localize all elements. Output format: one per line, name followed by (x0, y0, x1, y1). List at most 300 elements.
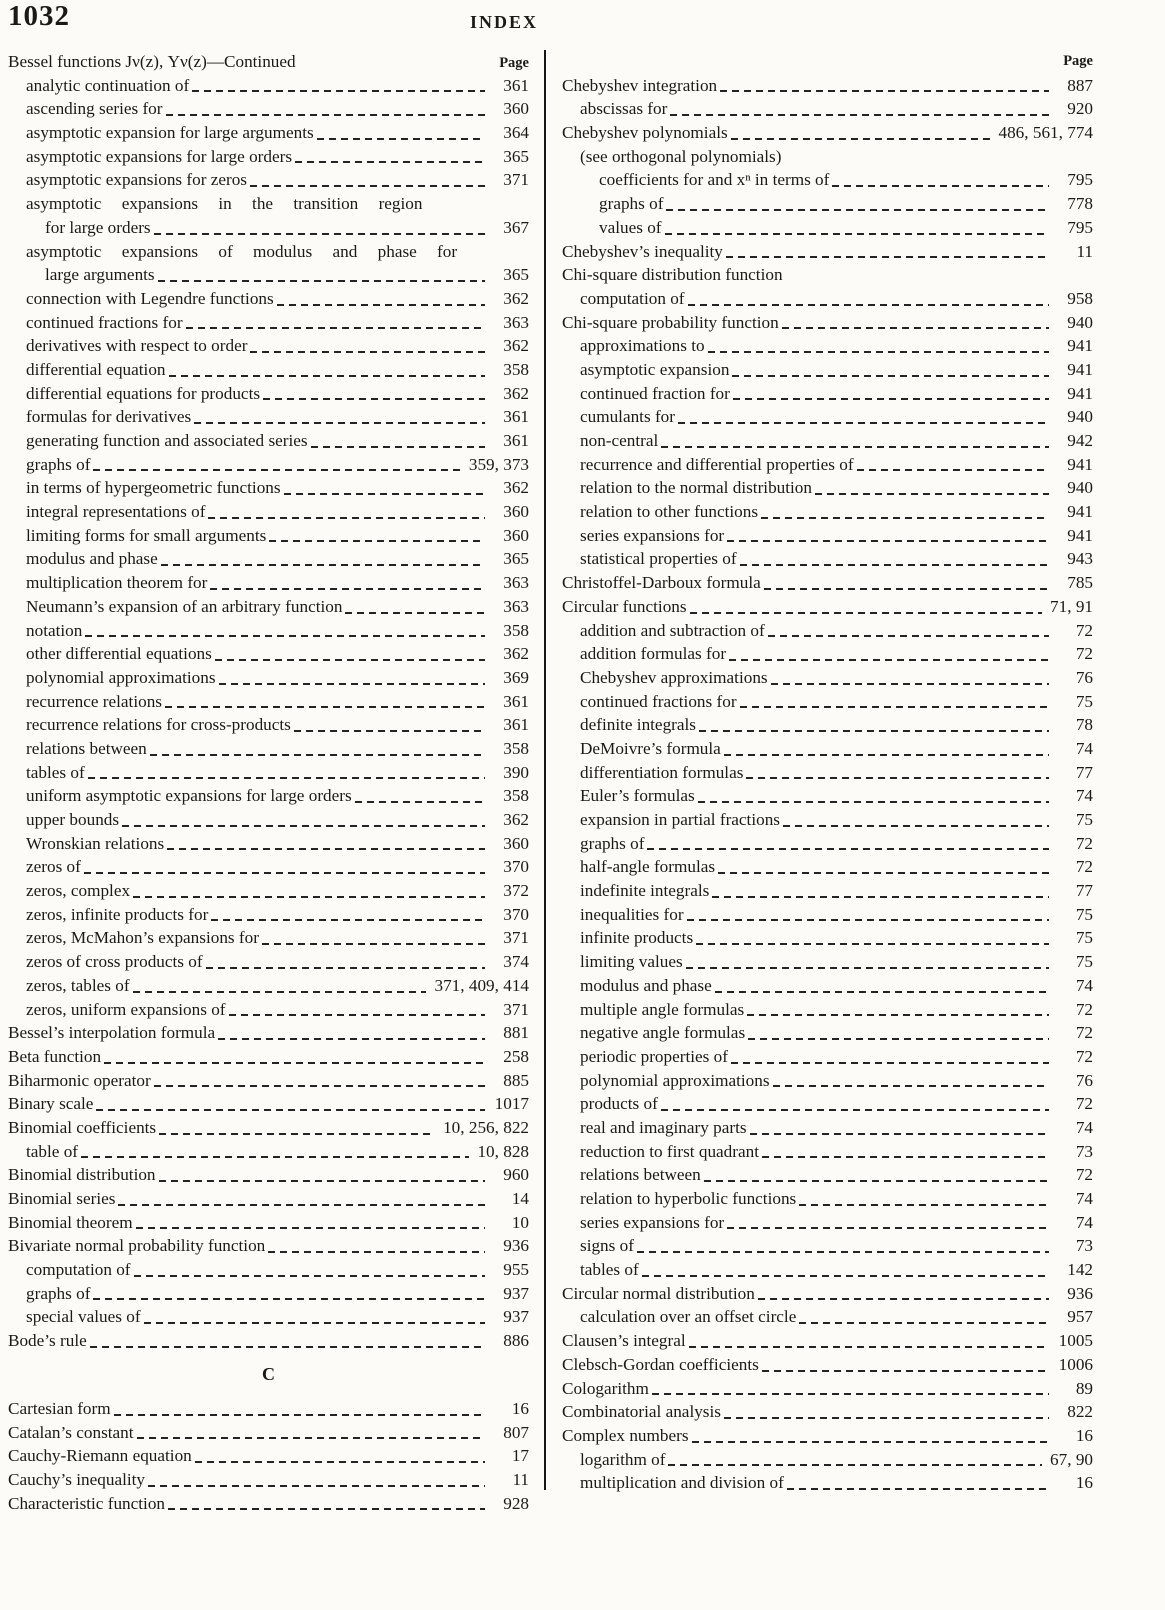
entry-label: computation of (26, 1260, 131, 1280)
dot-leader (661, 1092, 1049, 1116)
entry-page-number: 486, 561, 774 (998, 123, 1093, 143)
dot-leader (698, 784, 1049, 808)
index-entry (8, 240, 529, 264)
index-entry (562, 192, 1093, 216)
entry-page-number: 941 (1067, 383, 1093, 403)
dot-leader (229, 998, 485, 1022)
entry-page-number: 360 (503, 833, 529, 853)
dot-leader (269, 524, 485, 548)
entry-label: upper bounds (26, 810, 120, 829)
entry-page-number: 362 (503, 288, 529, 308)
entry-label: periodic properties of (580, 1046, 728, 1066)
index-entry (8, 287, 529, 311)
entry-label: signs of (580, 1236, 634, 1256)
dot-leader (783, 808, 1049, 832)
entry-label: Cartesian form (8, 1398, 111, 1418)
index-entry (8, 855, 529, 879)
entry-label: series expansions for (580, 525, 725, 545)
dot-leader (690, 595, 1042, 619)
entry-label: Biharmonic operator (8, 1070, 151, 1090)
entry-page-number: 1006 (1058, 1354, 1093, 1374)
index-entry (8, 263, 529, 287)
entry-page-number: 73 (1075, 1236, 1093, 1256)
index-entry (8, 571, 529, 595)
index-entry (8, 405, 529, 429)
entry-page-number: 369 (503, 667, 529, 687)
dot-leader (732, 358, 1049, 382)
entry-page-number: 72 (1075, 1094, 1093, 1114)
right-column-header-row (562, 50, 1093, 74)
index-entry (562, 429, 1093, 453)
dot-leader (799, 1187, 1049, 1211)
index-entry (562, 737, 1093, 761)
dot-leader (704, 1163, 1049, 1187)
entry-page-number: 74 (1075, 1212, 1093, 1232)
entry-label: in terms of hypergeometric functions (26, 478, 281, 498)
index-entry (562, 642, 1093, 666)
index-entry (8, 358, 529, 382)
dot-leader (133, 974, 427, 998)
index-entry (8, 1045, 529, 1069)
entry-page-number: 361 (503, 715, 529, 735)
entry-label: differential equations for products (26, 383, 261, 403)
entry-page-number: 943 (1067, 549, 1093, 569)
dot-leader (263, 382, 485, 406)
entry-label: tables of (580, 1260, 639, 1280)
entry-label: connection with Legendre functions (26, 288, 274, 308)
entry-page-number: 374 (503, 952, 529, 972)
entry-label: Catalan’s constant (8, 1422, 134, 1442)
index-entry (562, 1069, 1093, 1093)
entry-page-number: 881 (503, 1023, 529, 1043)
dot-leader (748, 1021, 1049, 1045)
entry-label: zeros, infinite products for (26, 904, 209, 924)
index-entry (8, 453, 529, 477)
entry-label: asymptotic expansions for large orders (26, 146, 293, 166)
index-entry (562, 1305, 1093, 1329)
entry-label: recurrence and differential properties of (580, 454, 854, 474)
entry-label: continued fractions for (580, 691, 737, 711)
dot-leader (154, 216, 485, 240)
dot-leader (720, 74, 1049, 98)
section-heading (8, 1353, 529, 1397)
index-entry (562, 547, 1093, 571)
entry-page-number: 78 (1075, 715, 1093, 735)
entry-page-number: 365 (503, 265, 529, 285)
index-entry (562, 950, 1093, 974)
index-entry (562, 808, 1093, 832)
entry-label: coefficients for and xⁿ in terms of (599, 170, 830, 190)
entry-label: special values of (26, 1307, 141, 1327)
entry-label: derivatives with respect to order (26, 336, 248, 356)
index-entry (8, 1468, 529, 1492)
entry-label: tables of (26, 762, 85, 782)
index-entry (562, 926, 1093, 950)
dot-leader (670, 97, 1049, 121)
dot-leader (692, 1424, 1049, 1448)
entry-label: Binomial theorem (8, 1212, 133, 1232)
dot-leader (150, 737, 485, 761)
dot-leader (311, 429, 485, 453)
entry-page-number: 362 (503, 478, 529, 498)
index-entry (8, 145, 529, 169)
dot-leader (262, 926, 485, 950)
entry-label: products of (580, 1094, 658, 1114)
entry-page-number: 361 (503, 75, 529, 95)
index-entry (562, 784, 1093, 808)
entry-page-number: 358 (503, 738, 529, 758)
index-entry (8, 476, 529, 500)
entry-page-number: 920 (1067, 99, 1093, 119)
dot-leader (708, 334, 1049, 358)
index-entry (8, 1092, 529, 1116)
entry-page-number: 371 (503, 928, 529, 948)
entry-label: limiting forms for small arguments (26, 525, 267, 545)
entry-page-number: 11 (1076, 241, 1093, 261)
dot-leader (161, 547, 485, 571)
entry-label: graphs of (26, 1283, 91, 1303)
index-entry (8, 1234, 529, 1258)
dot-leader (250, 168, 485, 192)
dot-leader (192, 74, 485, 98)
dot-leader (740, 690, 1049, 714)
page-column-label: Page (1063, 53, 1093, 69)
entry-label: Cologarithm (562, 1378, 649, 1398)
dot-leader (747, 998, 1049, 1022)
index-entry (8, 1211, 529, 1235)
entry-page-number: 795 (1067, 170, 1093, 190)
entry-page-number: 370 (503, 857, 529, 877)
dot-leader (661, 429, 1049, 453)
index-entry (8, 1069, 529, 1093)
dot-leader (642, 1258, 1049, 1282)
index-entry (562, 121, 1093, 145)
dot-leader (144, 1305, 485, 1329)
index-entry (8, 1282, 529, 1306)
entry-page-number: 142 (1067, 1260, 1093, 1280)
dot-leader (729, 642, 1049, 666)
dot-leader (665, 216, 1049, 240)
entry-label: polynomial approximations (580, 1070, 770, 1090)
section-letter: C (262, 1363, 275, 1384)
entry-page-number: 74 (1075, 1117, 1093, 1137)
entry-page-number: 362 (503, 810, 529, 829)
entry-page-number: 72 (1075, 833, 1093, 853)
dot-leader (277, 287, 485, 311)
dot-leader (134, 1258, 485, 1282)
index-entry (562, 1021, 1093, 1045)
index-entry (562, 500, 1093, 524)
dot-leader (687, 903, 1049, 927)
entry-label: non-central (580, 431, 659, 450)
dot-leader (215, 642, 485, 666)
entry-label: table of (26, 1141, 79, 1161)
entry-label: cumulants for (580, 407, 675, 427)
entry-label: relation to other functions (580, 502, 759, 522)
index-entry (8, 642, 529, 666)
entry-label: Circular normal distribution (562, 1283, 755, 1303)
entry-label: multiplication theorem for (26, 573, 208, 593)
entry-page-number: 955 (503, 1260, 529, 1280)
index-entry (8, 311, 529, 335)
index-entry (8, 713, 529, 737)
index-entry (562, 334, 1093, 358)
entry-label: statistical properties of (580, 549, 737, 569)
entry-page-number: 936 (1067, 1283, 1093, 1303)
entry-page-number: 363 (503, 596, 529, 616)
entry-label: Cauchy’s inequality (8, 1469, 145, 1489)
entry-label: analytic continuation of (26, 75, 190, 95)
index-entry (8, 666, 529, 690)
index-entry (8, 121, 529, 145)
dot-leader (746, 761, 1049, 785)
dot-leader (219, 666, 485, 690)
entry-page-number: 72 (1075, 620, 1093, 640)
entry-page-number: 74 (1075, 738, 1093, 758)
dot-leader (758, 1282, 1049, 1306)
dot-leader (133, 879, 485, 903)
dot-leader (211, 903, 485, 927)
index-entry (8, 429, 529, 453)
entry-label: DeMoivre’s formula (580, 738, 721, 758)
entry-label: Chebyshev integration (562, 75, 718, 95)
dot-leader (731, 1045, 1049, 1069)
entry-label: definite integrals (580, 715, 696, 735)
index-entry (562, 1424, 1093, 1448)
entry-page-number: 928 (503, 1493, 529, 1513)
entry-label: Chebyshev polynomials (562, 123, 728, 143)
dot-leader (678, 405, 1049, 429)
dot-leader (787, 1471, 1049, 1495)
dot-leader (718, 855, 1049, 879)
entry-label: Cauchy-Riemann equation (8, 1446, 192, 1466)
entry-page-number: 822 (1067, 1402, 1093, 1422)
entry-page-number: 75 (1075, 904, 1093, 924)
index-entry (8, 334, 529, 358)
entry-label: notation (26, 620, 83, 640)
entry-label: relation to hyperbolic functions (580, 1189, 797, 1208)
index-entry (8, 97, 529, 121)
index-entry (562, 1377, 1093, 1401)
entry-label: zeros of cross products of (26, 952, 203, 972)
dot-leader (715, 974, 1049, 998)
entry-page-number: 885 (503, 1070, 529, 1090)
entry-page-number: 364 (503, 123, 529, 143)
entry-page-number: 358 (503, 620, 529, 640)
entry-label: ascending series for (26, 99, 163, 119)
entry-page-number: 940 (1067, 312, 1093, 332)
entry-label: indefinite integrals (580, 881, 710, 901)
index-entry (562, 524, 1093, 548)
dot-leader (761, 500, 1049, 524)
dot-leader (727, 524, 1049, 548)
entry-label: graphs of (26, 454, 91, 474)
dot-leader (666, 192, 1049, 216)
dot-leader (815, 476, 1049, 500)
entry-label: Clausen’s integral (562, 1331, 686, 1351)
dot-leader (208, 500, 485, 524)
index-entry (562, 832, 1093, 856)
entry-page-number: 89 (1075, 1378, 1093, 1398)
index-entry (562, 666, 1093, 690)
entry-page-number: 941 (1067, 359, 1093, 379)
entry-label: multiple angle formulas (580, 999, 745, 1019)
entry-label: Christoffel-Darboux formula (562, 573, 761, 593)
entry-page-number: 67, 90 (1050, 1449, 1093, 1469)
index-entry (562, 405, 1093, 429)
entry-label: Chi-square distribution function (562, 265, 783, 285)
entry-label: Binomial series (8, 1189, 116, 1208)
index-entry (562, 1282, 1093, 1306)
index-entry (8, 950, 529, 974)
entry-label: approximations to (580, 336, 705, 356)
dot-leader (724, 737, 1049, 761)
entry-page-number: 258 (503, 1046, 529, 1066)
entry-label: zeros, McMahon’s expansions for (26, 928, 259, 948)
entry-label: zeros, tables of (26, 975, 130, 995)
index-entry (8, 74, 529, 98)
index-entry (8, 1305, 529, 1329)
entry-page-number: 360 (503, 525, 529, 545)
entry-label: asymptotic expansions for zeros (26, 170, 247, 190)
dot-leader (118, 1187, 485, 1211)
entry-page-number: 17 (511, 1446, 529, 1466)
entry-label: relation to the normal distribution (580, 478, 812, 498)
index-entry (562, 240, 1093, 264)
index-entry (562, 476, 1093, 500)
entry-page-number: 74 (1075, 1189, 1093, 1208)
entry-page-number: 16 (1075, 1425, 1093, 1445)
entry-page-number: 886 (503, 1331, 529, 1351)
entry-label: multiplication and division of (580, 1473, 784, 1493)
entry-label: series expansions for (580, 1212, 725, 1232)
dot-leader (250, 334, 485, 358)
entry-label: Euler’s formulas (580, 786, 695, 806)
entry-page-number: 73 (1075, 1141, 1093, 1161)
entry-label: inequalities for (580, 904, 684, 924)
index-entry (562, 216, 1093, 240)
entry-label: Neumann’s expansion of an arbitrary function (26, 596, 343, 616)
index-entry (562, 619, 1093, 643)
entry-page-number: 77 (1075, 881, 1093, 901)
index-entry (562, 1116, 1093, 1140)
index-entry (8, 500, 529, 524)
dot-leader (768, 619, 1049, 643)
dot-leader (148, 1468, 485, 1492)
entry-page-number: 74 (1075, 975, 1093, 995)
index-entry (562, 145, 1093, 169)
entry-page-number: 76 (1075, 1070, 1093, 1090)
dot-leader (762, 1353, 1049, 1377)
entry-page-number: 358 (503, 359, 529, 379)
entry-label: zeros, uniform expansions of (26, 999, 226, 1019)
entry-label: half-angle formulas (580, 857, 716, 877)
dot-leader (206, 950, 485, 974)
index-entry (8, 1116, 529, 1140)
index-entry (8, 1163, 529, 1187)
index-entry (8, 761, 529, 785)
entry-label: other differential equations (26, 644, 212, 664)
index-entry (8, 619, 529, 643)
entry-label: expansion in partial fractions (580, 810, 780, 829)
entry-label: logarithm of (580, 1449, 666, 1469)
index-entry (562, 713, 1093, 737)
entry-label: differentiation formulas (580, 762, 744, 782)
entry-page-number: 72 (1075, 1046, 1093, 1066)
entry-label: formulas for derivatives (26, 407, 192, 427)
index-entry (8, 1421, 529, 1445)
index-entry (562, 1329, 1093, 1353)
dot-leader (740, 547, 1049, 571)
entry-page-number: 72 (1075, 644, 1093, 664)
entry-label: relations between (26, 738, 147, 758)
index-entry (8, 690, 529, 714)
index-entry (562, 571, 1093, 595)
entry-page-number: 72 (1075, 1165, 1093, 1185)
entry-label: Chebyshev’s inequality (562, 241, 723, 261)
dot-leader (122, 808, 485, 832)
entry-page-number: 16 (511, 1398, 529, 1418)
entry-label: abscissas for (580, 99, 668, 119)
entry-label: large arguments (45, 265, 155, 285)
entry-label: relations between (580, 1165, 701, 1185)
entry-page-number: 11 (512, 1469, 529, 1489)
dot-leader (114, 1397, 485, 1421)
index-entry (562, 1471, 1093, 1495)
dot-leader (782, 311, 1049, 335)
entry-page-number: 960 (503, 1165, 529, 1185)
dot-leader (668, 1448, 1042, 1472)
entry-label: asymptotic expansion for large arguments (26, 123, 314, 143)
dot-leader (167, 832, 485, 856)
index-entry (8, 595, 529, 619)
index-entry (562, 287, 1093, 311)
dot-leader (799, 1305, 1049, 1329)
entry-label: Characteristic function (8, 1493, 166, 1513)
entry-label: Clebsch-Gordan coefficients (562, 1354, 759, 1374)
index-entry (8, 879, 529, 903)
index-entry (8, 1492, 529, 1516)
entry-page-number: 367 (503, 217, 529, 237)
entry-label: differential equation (26, 359, 166, 379)
index-entry (8, 168, 529, 192)
index-entry (562, 1234, 1093, 1258)
dot-leader (345, 595, 485, 619)
index-entry (562, 1258, 1093, 1282)
entry-label: asymptotic expansions in the transition region (26, 194, 423, 214)
entry-label: graphs of (580, 833, 645, 853)
dot-leader (355, 784, 485, 808)
dot-leader (724, 1400, 1049, 1424)
dot-leader (857, 453, 1049, 477)
index-entry (562, 358, 1093, 382)
dot-leader (93, 453, 460, 477)
entry-label: addition and subtraction of (580, 620, 765, 640)
dot-leader (194, 405, 485, 429)
entry-page-number: 936 (503, 1236, 529, 1256)
dot-leader (688, 287, 1049, 311)
entry-page-number: 795 (1067, 217, 1093, 237)
dot-leader (136, 1211, 485, 1235)
index-entry (562, 690, 1093, 714)
index-entry (562, 1140, 1093, 1164)
entry-page-number: 942 (1067, 431, 1093, 450)
entry-page-number: 887 (1067, 75, 1093, 95)
entry-page-number: 370 (503, 904, 529, 924)
entry-label: continued fraction for (580, 383, 730, 403)
entry-page-number: 957 (1067, 1307, 1093, 1327)
dot-leader (647, 832, 1049, 856)
